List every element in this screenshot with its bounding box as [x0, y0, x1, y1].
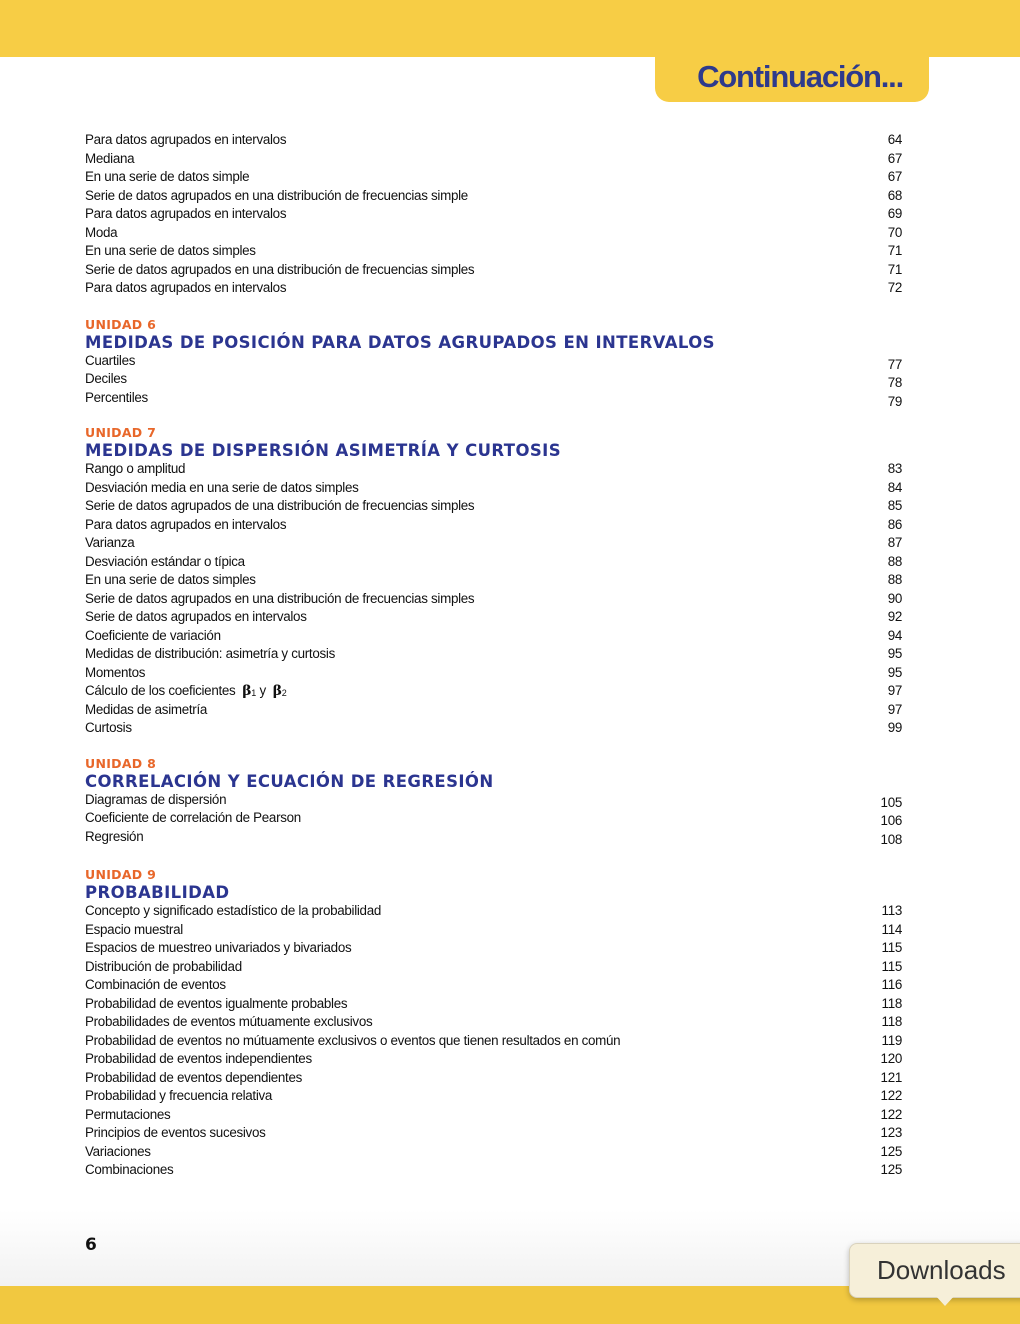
toc-entry — [85, 497, 903, 516]
toc-entry-label: Probabilidad de eventos igualmente probables — [85, 995, 348, 1011]
toc-entry — [85, 939, 903, 958]
toc-entry — [85, 1032, 903, 1051]
toc-entry-label: Rango o amplitud — [85, 461, 186, 476]
toc-entry-page: 67 — [887, 150, 902, 166]
toc-entry-page: 69 — [887, 206, 902, 221]
toc-entry-page: 88 — [887, 572, 902, 587]
toc-entry-label: Concepto y significado estadístico de la probabilidad — [85, 903, 382, 918]
toc-entry-label: Probabilidad de eventos independientes — [85, 1051, 312, 1066]
toc-entry-label: En una serie de datos simples — [85, 572, 256, 587]
unit-label: UNIDAD 7 — [85, 425, 157, 440]
toc-entry-page: 125 — [880, 1162, 902, 1177]
toc-entry — [85, 921, 903, 940]
toc-entry — [85, 645, 903, 664]
toc-entry-label: Combinaciones — [85, 1162, 174, 1177]
toc-entry-label: Distribución de probabilidad — [85, 958, 242, 974]
toc-entry-page: 121 — [880, 1069, 902, 1085]
toc-entry — [85, 608, 903, 627]
toc-entry — [85, 1087, 903, 1106]
toc-entry — [85, 958, 903, 977]
toc-entry-page: 118 — [881, 995, 902, 1011]
toc-entry-label: Cuartiles — [85, 352, 136, 368]
toc-entry-label: Serie de datos agrupados en una distribución de frecuencias simple — [85, 187, 468, 203]
toc-entry-label: Curtosis — [85, 720, 132, 735]
toc-entry — [85, 701, 903, 720]
toc-entry — [85, 534, 903, 553]
toc-entry-label: Para datos agrupados en intervalos — [85, 132, 287, 147]
toc-entry — [85, 352, 903, 371]
tab-title: Continuación... — [697, 59, 903, 94]
toc-entry-label: Medidas de distribución: asimetría y curtosis — [85, 646, 335, 661]
toc-entry — [85, 995, 903, 1014]
toc-entry — [85, 682, 903, 701]
toc-entry-page: 90 — [887, 590, 902, 606]
toc-entry-page: 115 — [881, 958, 902, 974]
toc-entry — [85, 1161, 903, 1180]
toc-entry-page: 105 — [880, 794, 902, 810]
toc-entry-label: En una serie de datos simples — [85, 243, 256, 258]
toc-entry-label: Deciles — [85, 371, 127, 386]
toc-entry — [85, 571, 903, 590]
unit-title: MEDIDAS DE DISPERSIÓN ASIMETRÍA Y CURTOSIS — [85, 441, 561, 460]
toc-entry — [85, 664, 903, 683]
toc-entry-page: 64 — [887, 132, 902, 147]
toc-entry-page: 86 — [887, 516, 902, 532]
toc-entry — [85, 828, 903, 847]
toc-entry-page: 95 — [887, 646, 902, 661]
toc-entry-page: 84 — [887, 479, 902, 495]
toc-entry-label: Diagramas de dispersión — [85, 791, 227, 807]
toc-entry — [85, 187, 903, 206]
toc-entry-label: Probabilidades de eventos mútuamente exclusivos — [85, 1014, 373, 1029]
unit-title: MEDIDAS DE POSICIÓN PARA DATOS AGRUPADOS EN INTERVALOS — [85, 332, 715, 352]
toc-entry-label: Espacio muestral — [85, 921, 183, 937]
toc-entry — [85, 460, 903, 479]
toc-entry — [85, 150, 903, 169]
beta-symbol: β — [242, 683, 252, 699]
toc-entry-label: Regresión — [85, 828, 144, 844]
toc-entry — [85, 131, 903, 150]
toc-entry-label: Combinación de eventos — [85, 977, 226, 992]
header-band — [0, 0, 1020, 57]
toc-entry-page: 67 — [887, 169, 902, 184]
toc-entry-page: 99 — [887, 720, 902, 735]
downloads-label: Downloads — [877, 1255, 1006, 1285]
toc-entry-page: 71 — [887, 261, 902, 277]
beta-subscript: 2 — [281, 688, 287, 698]
toc-entry-page: 114 — [881, 921, 902, 937]
toc-entry-page: 118 — [881, 1014, 902, 1029]
toc-entry-page: 97 — [887, 701, 902, 717]
downloads-button[interactable] — [849, 1243, 1020, 1298]
toc-entry-page: 122 — [880, 1106, 902, 1122]
toc-entry-label: Serie de datos agrupados de una distribución de frecuencias simples — [85, 498, 475, 513]
toc-entry-label: Desviación media en una serie de datos simples — [85, 479, 359, 495]
toc-entry — [85, 976, 903, 995]
toc-entry-label: Medidas de asimetría — [85, 701, 208, 717]
toc-entry-page: 120 — [880, 1051, 902, 1066]
toc-entry — [85, 516, 903, 535]
toc-entry-label: Coeficiente de variación — [85, 627, 221, 643]
toc-entry-label: Para datos agrupados en intervalos — [85, 280, 287, 295]
toc-entry — [85, 205, 903, 224]
toc-entry — [85, 1124, 903, 1143]
toc-entry-page: 125 — [880, 1143, 902, 1159]
toc-entry — [85, 1050, 903, 1069]
unit-label: UNIDAD 9 — [85, 867, 157, 882]
toc-entry-page: 70 — [887, 224, 902, 240]
table-of-contents — [85, 131, 903, 1180]
toc-entry-label: Serie de datos agrupados en una distribución de frecuencias simples — [85, 590, 475, 606]
toc-entry — [85, 627, 903, 646]
toc-entry-label: Permutaciones — [85, 1106, 171, 1122]
toc-entry-label: Principios de eventos sucesivos — [85, 1125, 266, 1140]
toc-entry-label: Varianza — [85, 535, 135, 550]
toc-entry-label: Probabilidad y frecuencia relativa — [85, 1088, 273, 1103]
toc-entry-page: 92 — [887, 609, 902, 624]
toc-entry — [85, 719, 903, 738]
toc-entry-page: 71 — [887, 243, 902, 258]
toc-entry-page: 94 — [887, 627, 902, 643]
toc-entry-label: Mediana — [85, 150, 135, 166]
toc-entry-page: 97 — [887, 683, 902, 698]
toc-entry — [85, 370, 903, 389]
toc-entry — [85, 1013, 903, 1032]
toc-entry-page: 77 — [887, 356, 902, 372]
toc-entry — [85, 553, 903, 572]
toc-entry-label: Serie de datos agrupados en una distribución de frecuencias simples — [85, 261, 475, 277]
toc-entry-page: 88 — [887, 553, 902, 569]
toc-entry-label: Variaciones — [85, 1143, 151, 1159]
toc-entry-page: 85 — [887, 498, 902, 513]
unit-section — [85, 756, 903, 847]
toc-entry — [85, 1143, 903, 1162]
formula-connector: y — [259, 683, 266, 698]
toc-entry-page: 115 — [881, 940, 902, 955]
unit-section — [85, 425, 903, 738]
toc-entry-label: Probabilidad de eventos dependientes — [85, 1069, 303, 1085]
toc-entry-page: 78 — [887, 375, 902, 390]
toc-entry-label: Percentiles — [85, 389, 148, 405]
toc-entry — [85, 168, 903, 187]
unit-label: UNIDAD 6 — [85, 316, 157, 332]
toc-entry-page: 68 — [887, 187, 902, 203]
unit-label: UNIDAD 8 — [85, 755, 157, 771]
toc-entry-page: 72 — [887, 280, 902, 295]
intro-entries — [85, 131, 903, 298]
toc-entry — [85, 590, 903, 609]
toc-entry-label: Probabilidad de eventos no mútuamente exclusivos o eventos que tienen resultados en común — [85, 1032, 621, 1048]
beta-symbol: β — [272, 683, 282, 699]
toc-entry-page: 123 — [880, 1125, 902, 1140]
toc-entry-page: 79 — [887, 393, 902, 409]
toc-entry-page: 116 — [881, 977, 902, 992]
toc-entry-page: 83 — [887, 461, 902, 476]
continuation-tab — [655, 57, 929, 102]
toc-entry-page: 87 — [887, 535, 902, 550]
toc-entry-page: 119 — [881, 1032, 902, 1048]
toc-entry — [85, 902, 903, 921]
toc-entry-label: Desviación estándar o típica — [85, 553, 245, 569]
toc-entry-page: 113 — [881, 903, 902, 918]
toc-entry — [85, 479, 903, 498]
toc-entry-label: Espacios de muestreo univariados y bivariados — [85, 940, 352, 955]
toc-entry — [85, 261, 903, 280]
toc-entry — [85, 1069, 903, 1088]
unit-section — [85, 867, 903, 1180]
toc-entry — [85, 242, 903, 261]
toc-entry-page: 95 — [887, 664, 902, 680]
toc-entry-label: Momentos — [85, 664, 146, 680]
unit-title: PROBABILIDAD — [85, 883, 230, 902]
toc-entry — [85, 809, 903, 828]
toc-entry — [85, 1106, 903, 1125]
page-number: 6 — [85, 1235, 97, 1255]
toc-entry — [85, 389, 903, 408]
downloads-pointer-icon — [934, 1294, 956, 1306]
toc-entry-label: Coeficiente de correlación de Pearson — [85, 810, 301, 825]
toc-entry — [85, 791, 903, 810]
toc-entry-page: 122 — [880, 1088, 902, 1103]
toc-entry — [85, 224, 903, 243]
toc-entry-label: En una serie de datos simple — [85, 169, 250, 184]
beta-subscript: 1 — [251, 688, 257, 698]
toc-entry-label: Serie de datos agrupados en intervalos — [85, 609, 307, 624]
toc-entry-label: Cálculo de los coeficientes — [85, 683, 236, 698]
toc-entry-label: Moda — [85, 224, 118, 240]
unit-title: CORRELACIÓN Y ECUACIÓN DE REGRESIÓN — [85, 771, 494, 791]
toc-entry-label: Para datos agrupados en intervalos — [85, 516, 287, 532]
toc-entry-page: 108 — [880, 831, 902, 847]
toc-entry — [85, 279, 903, 298]
toc-entry-label-with-formula — [85, 682, 286, 703]
toc-entry-page: 106 — [880, 813, 902, 828]
toc-entry-label: Para datos agrupados en intervalos — [85, 206, 287, 221]
unit-section — [85, 317, 903, 408]
